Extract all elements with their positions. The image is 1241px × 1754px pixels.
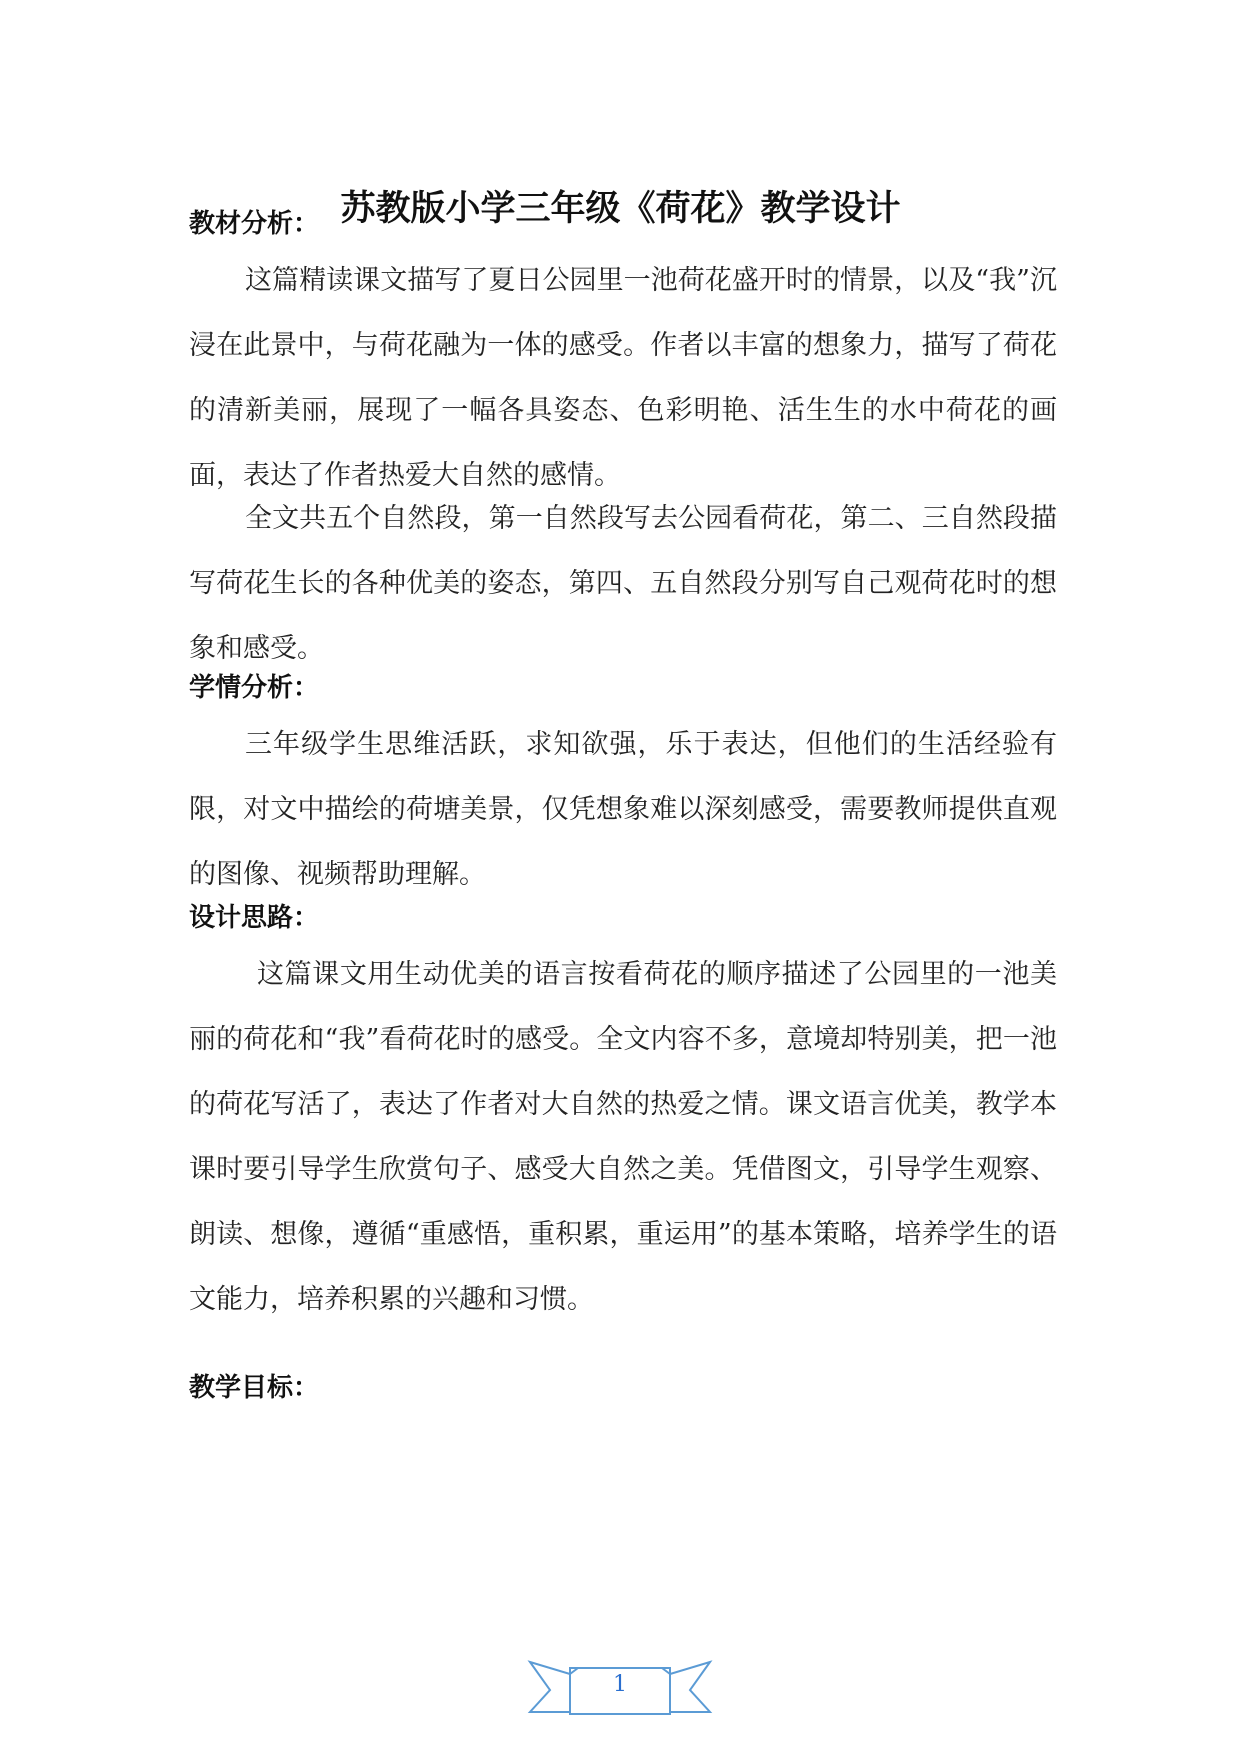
paragraph-design-approach-1: 这篇课文用生动优美的语言按看荷花的顺序描述了公园里的一池美丽的荷花和“我”看荷花时的感受。全文内容不多，意境却特别美，把一池的荷花写活了，表达了作者对大自然的热爱之情。课文语言优美，教学本课时要引导学生欣赏句子、感受大自然之美。凭借图文，引导学生观察、朗读、想像，遵循“重感悟，重积累，重运用”的基本策略，培养学生的语文能力，培养积累的兴趣和习惯。 xyxy=(189,959,1057,1315)
ribbon-right-tail xyxy=(670,1662,710,1712)
paragraph-textbook-analysis-1: 这篇精读课文描写了夏日公园里一池荷花盛开时的情景，以及“我”沉浸在此景中，与荷花融为一体的感受。作者以丰富的想象力，描写了荷花的清新美丽，展现了一幅各具姿态、色彩明艳、活生生的水中荷花的画面，表达了作者热爱大自然的感情。 xyxy=(189,265,1057,491)
document-title: 苏教版小学三年级《荷花》教学设计 xyxy=(340,189,901,230)
page-footer xyxy=(0,1654,1241,1734)
page-number: 1 xyxy=(613,1672,627,1697)
ribbon-left-tail xyxy=(530,1662,570,1712)
section-heading-teaching-goals: 教学目标： xyxy=(189,1373,320,1403)
section-heading-design-approach: 设计思路： xyxy=(189,903,320,933)
paragraph-student-analysis-1: 三年级学生思维活跃，求知欲强，乐于表达，但他们的生活经验有限，对文中描绘的荷塘美景，仅凭想象难以深刻感受，需要教师提供直观的图像、视频帮助理解。 xyxy=(189,729,1057,890)
section-heading-textbook-analysis: 教材分析： xyxy=(189,209,320,239)
paragraph-textbook-analysis-2: 全文共五个自然段，第一自然段写去公园看荷花，第二、三自然段描写荷花生长的各种优美的姿态，第四、五自然段分别写自己观荷花时的想象和感受。 xyxy=(189,503,1057,664)
section-heading-student-analysis: 学情分析： xyxy=(189,673,320,703)
